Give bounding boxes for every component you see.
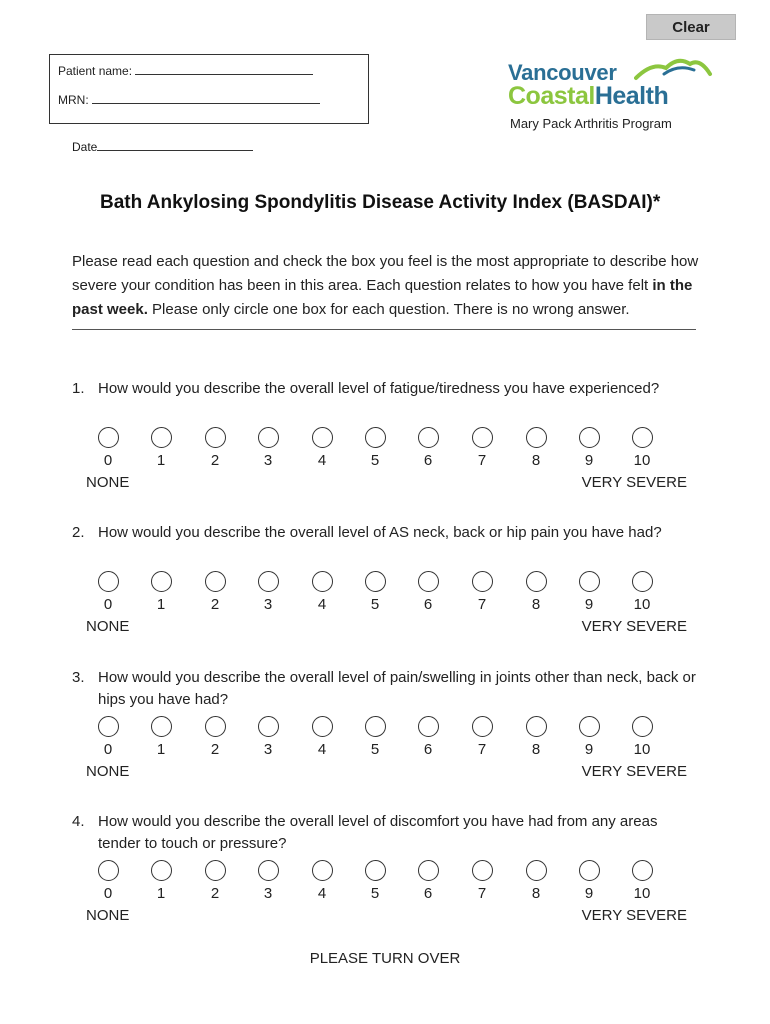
rating-value-1: 1 [156, 452, 166, 469]
scale-low-label: NONE [86, 618, 130, 635]
scale-low-label: NONE [86, 474, 130, 491]
rating-value-10: 10 [633, 885, 651, 902]
rating-circle-4[interactable] [312, 427, 333, 448]
rating-circle-9[interactable] [579, 427, 600, 448]
scale-low-label: NONE [86, 907, 130, 924]
rating-value-9: 9 [584, 596, 594, 613]
rating-circle-8[interactable] [526, 716, 547, 737]
rating-value-6: 6 [423, 885, 433, 902]
scale-high-label: VERY SEVERE [581, 907, 687, 924]
rating-circle-1[interactable] [151, 716, 172, 737]
rating-value-3: 3 [263, 596, 273, 613]
question-number: 4. [72, 813, 85, 830]
rating-circle-1[interactable] [151, 860, 172, 881]
rating-circle-9[interactable] [579, 571, 600, 592]
patient-name-blank[interactable] [135, 63, 313, 75]
rating-circle-2[interactable] [205, 860, 226, 881]
instructions: Please read each question and check the box you feel is the most appropriate to describe how severe your condition has been in this area. Each question relates to how you have felt in the past week. Please only circle one box for each question. There is no wrong answer. [72, 250, 712, 330]
rating-circle-10[interactable] [632, 860, 653, 881]
rating-circle-10[interactable] [632, 716, 653, 737]
rating-circle-0[interactable] [98, 571, 119, 592]
rating-value-5: 5 [370, 596, 380, 613]
rating-value-3: 3 [263, 885, 273, 902]
rating-value-9: 9 [584, 741, 594, 758]
rating-value-0: 0 [103, 452, 113, 469]
rating-circle-5[interactable] [365, 860, 386, 881]
mrn-label: MRN: [58, 93, 89, 107]
scale-low-label: NONE [86, 763, 130, 780]
rating-circle-2[interactable] [205, 716, 226, 737]
rating-value-8: 8 [531, 741, 541, 758]
question-2 [72, 522, 712, 642]
rating-circle-8[interactable] [526, 860, 547, 881]
rating-circle-7[interactable] [472, 716, 493, 737]
rating-circle-5[interactable] [365, 427, 386, 448]
question-text: How would you describe the overall level of pain/swelling in joints other than neck, back or hips you have had? [98, 669, 696, 708]
vancouver-coastal-health-logo [508, 54, 718, 114]
scale-high-label: VERY SEVERE [581, 474, 687, 491]
mountain-logo-icon [634, 54, 714, 84]
rating-circle-8[interactable] [526, 427, 547, 448]
patient-name-label: Patient name: [58, 64, 133, 78]
rating-value-8: 8 [531, 596, 541, 613]
rating-value-7: 7 [477, 885, 487, 902]
rating-circle-0[interactable] [98, 716, 119, 737]
rating-circle-6[interactable] [418, 860, 439, 881]
question-text: How would you describe the overall level of AS neck, back or hip pain you have had? [98, 524, 662, 541]
rating-circle-6[interactable] [418, 571, 439, 592]
rating-circle-3[interactable] [258, 571, 279, 592]
rating-value-4: 4 [317, 596, 327, 613]
rating-circle-7[interactable] [472, 571, 493, 592]
rating-value-10: 10 [633, 452, 651, 469]
rating-circle-7[interactable] [472, 427, 493, 448]
rating-value-8: 8 [531, 885, 541, 902]
question-text: How would you describe the overall level of fatigue/tiredness you have experienced? [98, 380, 660, 397]
logo-word-coastal-health: CoastalHealth [508, 82, 669, 110]
question-4 [72, 811, 712, 931]
rating-value-2: 2 [210, 885, 220, 902]
rating-circle-2[interactable] [205, 427, 226, 448]
rating-value-5: 5 [370, 885, 380, 902]
rating-value-3: 3 [263, 452, 273, 469]
rating-circle-1[interactable] [151, 571, 172, 592]
rating-value-1: 1 [156, 596, 166, 613]
rating-value-3: 3 [263, 741, 273, 758]
scale-high-label: VERY SEVERE [581, 763, 687, 780]
rating-circle-3[interactable] [258, 716, 279, 737]
rating-value-2: 2 [210, 596, 220, 613]
question-1 [72, 378, 712, 498]
divider [72, 329, 696, 330]
rating-value-4: 4 [317, 885, 327, 902]
mrn-blank[interactable] [92, 92, 320, 104]
rating-value-4: 4 [317, 452, 327, 469]
rating-circle-9[interactable] [579, 860, 600, 881]
mrn-field[interactable] [58, 92, 320, 107]
question-3 [72, 667, 712, 787]
clear-button[interactable]: Clear [646, 14, 736, 40]
rating-circle-7[interactable] [472, 860, 493, 881]
page-title: Bath Ankylosing Spondylitis Disease Activity Index (BASDAI)* [100, 192, 661, 213]
rating-circle-8[interactable] [526, 571, 547, 592]
scale-high-label: VERY SEVERE [581, 618, 687, 635]
rating-circle-6[interactable] [418, 716, 439, 737]
rating-value-1: 1 [156, 741, 166, 758]
rating-circle-10[interactable] [632, 427, 653, 448]
rating-circle-1[interactable] [151, 427, 172, 448]
rating-circle-10[interactable] [632, 571, 653, 592]
patient-info-box [49, 54, 369, 124]
rating-circle-2[interactable] [205, 571, 226, 592]
rating-circle-6[interactable] [418, 427, 439, 448]
date-label: Date [72, 140, 98, 154]
rating-value-9: 9 [584, 885, 594, 902]
rating-circle-3[interactable] [258, 427, 279, 448]
question-number: 3. [72, 669, 85, 686]
rating-circle-9[interactable] [579, 716, 600, 737]
rating-value-1: 1 [156, 885, 166, 902]
question-number: 1. [72, 380, 85, 397]
rating-circle-5[interactable] [365, 716, 386, 737]
date-blank[interactable] [97, 139, 253, 151]
rating-value-2: 2 [210, 741, 220, 758]
rating-circle-0[interactable] [98, 427, 119, 448]
rating-value-5: 5 [370, 452, 380, 469]
rating-circle-4[interactable] [312, 716, 333, 737]
rating-value-7: 7 [477, 452, 487, 469]
rating-value-7: 7 [477, 741, 487, 758]
rating-value-8: 8 [531, 452, 541, 469]
please-turn-over: PLEASE TURN OVER [309, 950, 461, 967]
rating-value-4: 4 [317, 741, 327, 758]
rating-value-2: 2 [210, 452, 220, 469]
question-number: 2. [72, 524, 85, 541]
rating-circle-3[interactable] [258, 860, 279, 881]
rating-circle-0[interactable] [98, 860, 119, 881]
rating-value-5: 5 [370, 741, 380, 758]
rating-circle-4[interactable] [312, 571, 333, 592]
rating-value-10: 10 [633, 741, 651, 758]
rating-value-6: 6 [423, 596, 433, 613]
date-field[interactable] [72, 139, 253, 154]
rating-value-9: 9 [584, 452, 594, 469]
program-name: Mary Pack Arthritis Program [510, 116, 672, 131]
question-text: How would you describe the overall level of discomfort you have had from any areas tender to touch or pressure? [98, 813, 658, 852]
rating-value-6: 6 [423, 741, 433, 758]
rating-circle-5[interactable] [365, 571, 386, 592]
rating-value-7: 7 [477, 596, 487, 613]
rating-value-0: 0 [103, 885, 113, 902]
rating-value-0: 0 [103, 596, 113, 613]
rating-value-6: 6 [423, 452, 433, 469]
patient-name-field[interactable] [58, 63, 313, 78]
logo-word-vancouver: Vancouver [508, 60, 617, 85]
rating-value-10: 10 [633, 596, 651, 613]
rating-circle-4[interactable] [312, 860, 333, 881]
rating-value-0: 0 [103, 741, 113, 758]
